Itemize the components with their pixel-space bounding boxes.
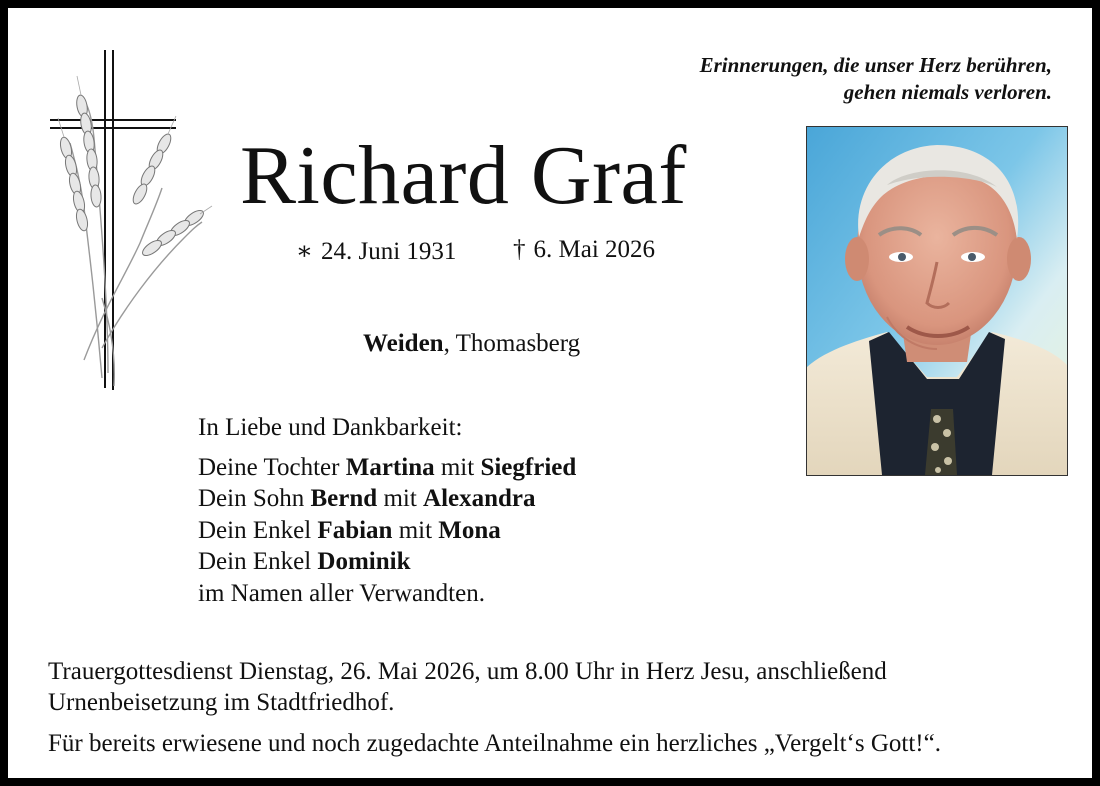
- mourner-line: [198, 546, 576, 578]
- partner-name: Mona: [438, 516, 501, 544]
- residence-district: , Thomasberg: [443, 330, 581, 357]
- mourner-name: Dominik: [317, 548, 411, 575]
- connector: mit: [377, 485, 424, 512]
- residence: [363, 330, 580, 358]
- partner-name: Alexandra: [423, 485, 536, 512]
- thanks-line: Für bereits erwiesene und noch zugedachte Anteilnahme ein herzliches „Vergelt‘s Gott!“.: [48, 730, 941, 757]
- portrait-image: [807, 127, 1067, 475]
- relation: Dein Sohn: [198, 485, 311, 512]
- mourners-list: [198, 412, 576, 609]
- mourner-line: [198, 452, 576, 484]
- motto-line: Erinnerungen, die unser Herz berühren,: [699, 53, 1052, 77]
- residence-town: Weiden: [363, 330, 444, 357]
- death-date-text: 6. Mai 2026: [533, 236, 656, 263]
- mourners-closing: im Namen aller Verwandten.: [198, 579, 485, 607]
- mourner-line: [198, 515, 576, 547]
- mourner-name: Fabian: [317, 516, 393, 544]
- death-date: [513, 236, 655, 264]
- mourner-line: [198, 483, 576, 515]
- connector: mit: [434, 453, 481, 481]
- motto-line: gehen niemals verloren.: [843, 80, 1052, 104]
- service-info: [48, 656, 887, 718]
- partner-name: Siegfried: [480, 453, 577, 481]
- relation: Dein Enkel: [198, 548, 318, 575]
- death-cross-icon: †: [513, 236, 526, 263]
- mourner-name: Martina: [345, 453, 435, 481]
- connector: mit: [392, 516, 439, 544]
- service-line: Urnenbeisetzung im Stadtfriedhof.: [48, 689, 395, 716]
- service-line: Trauergottesdienst Dienstag, 26. Mai 2026, um 8.00 Uhr in Herz Jesu, anschließend: [48, 658, 887, 685]
- birth-date-text: 24. Juni 1931: [321, 238, 457, 265]
- mourner-name: Bernd: [310, 485, 378, 512]
- portrait-photo: [806, 126, 1068, 476]
- motto: [700, 52, 1052, 106]
- cross-with-wheat-icon: [44, 48, 214, 393]
- mourners-intro: In Liebe und Dankbarkeit:: [198, 414, 463, 441]
- relation: Dein Enkel: [198, 516, 318, 544]
- birth-star-icon: ∗: [296, 238, 313, 265]
- relation: Deine Tochter: [198, 453, 346, 481]
- birth-date: [296, 236, 456, 266]
- deceased-name: Richard Graf: [240, 129, 687, 222]
